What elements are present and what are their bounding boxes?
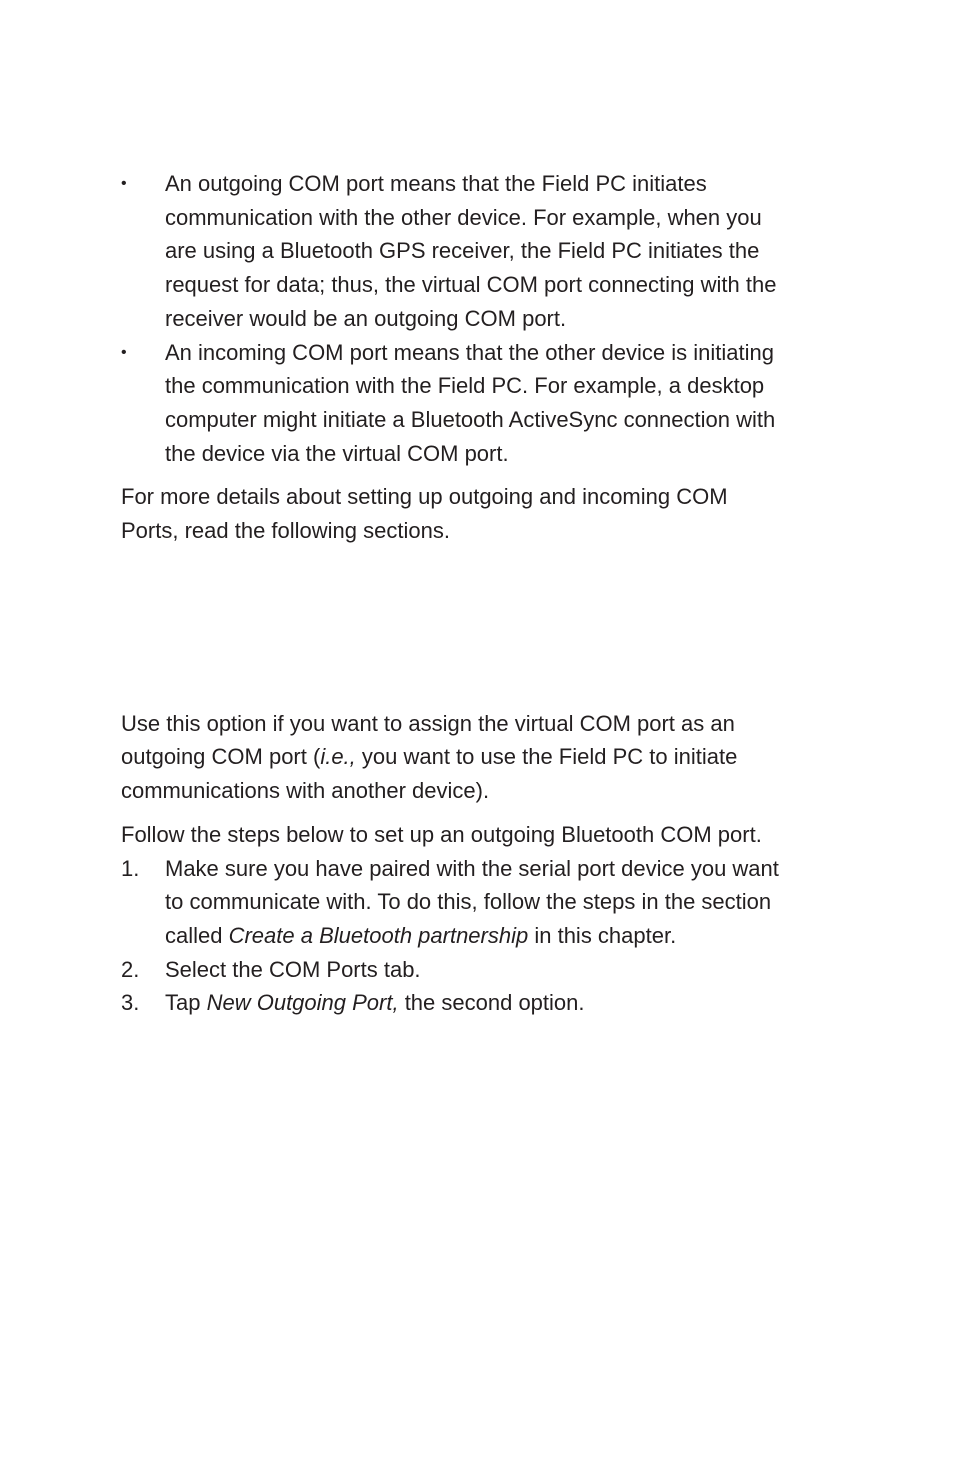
step-item-2 (121, 953, 781, 987)
steps-list (121, 852, 781, 1021)
option-text-italic: i.e., (320, 744, 356, 770)
bullet-icon: • (121, 343, 127, 361)
bullet-text-incoming: An incoming COM port means that the other device is initiating the communication with the Field PC. For example, a desktop computer might initiate a Bluetooth ActiveSync connection with the device via the virtual COM port. (165, 339, 776, 466)
option-paragraph (121, 707, 781, 808)
step-number: 2. (121, 956, 140, 982)
document-page (121, 167, 781, 1020)
step-number: 3. (121, 990, 140, 1016)
details-paragraph: For more details about setting up outgoing and incoming COM Ports, read the following sections. (121, 484, 728, 544)
com-port-bullet-list (121, 167, 781, 470)
step-text-start: Tap (165, 990, 207, 1016)
step-item-1 (121, 852, 781, 953)
bullet-item-incoming (121, 336, 781, 471)
step-text-italic: Create a Bluetooth partnership (228, 922, 529, 948)
option-text-start: Use this option if you want to assign the virtual COM port as an outgoing COM port ( (121, 710, 735, 770)
step-text-start: Make sure you have paired with the serial port device you want to communicate with. To do this, follow the steps in the section called (165, 855, 779, 948)
step-text-italic: New Outgoing Port, (206, 990, 399, 1016)
bullet-item-outgoing (121, 167, 781, 336)
follow-steps-paragraph: Follow the steps below to set up an outgoing Bluetooth COM port. (121, 821, 762, 847)
step-text-end: in this chapter. (528, 922, 677, 948)
option-text-end: you want to use the Field PC to initiate communications with another device). (121, 744, 738, 804)
step-text: Select the COM Ports tab. (165, 956, 421, 982)
bullet-text-outgoing: An outgoing COM port means that the Field PC initiates communication with the other device. For example, when you are using a Bluetooth GPS receiver, the Field PC initiates the request for data; thus, the virtual COM port connecting with the receiver would be an outgoing COM port. (165, 171, 777, 331)
step-item-3 (121, 986, 781, 1020)
step-text-end: the second option. (398, 990, 585, 1016)
step-number: 1. (121, 855, 140, 881)
bullet-icon: • (121, 175, 127, 192)
